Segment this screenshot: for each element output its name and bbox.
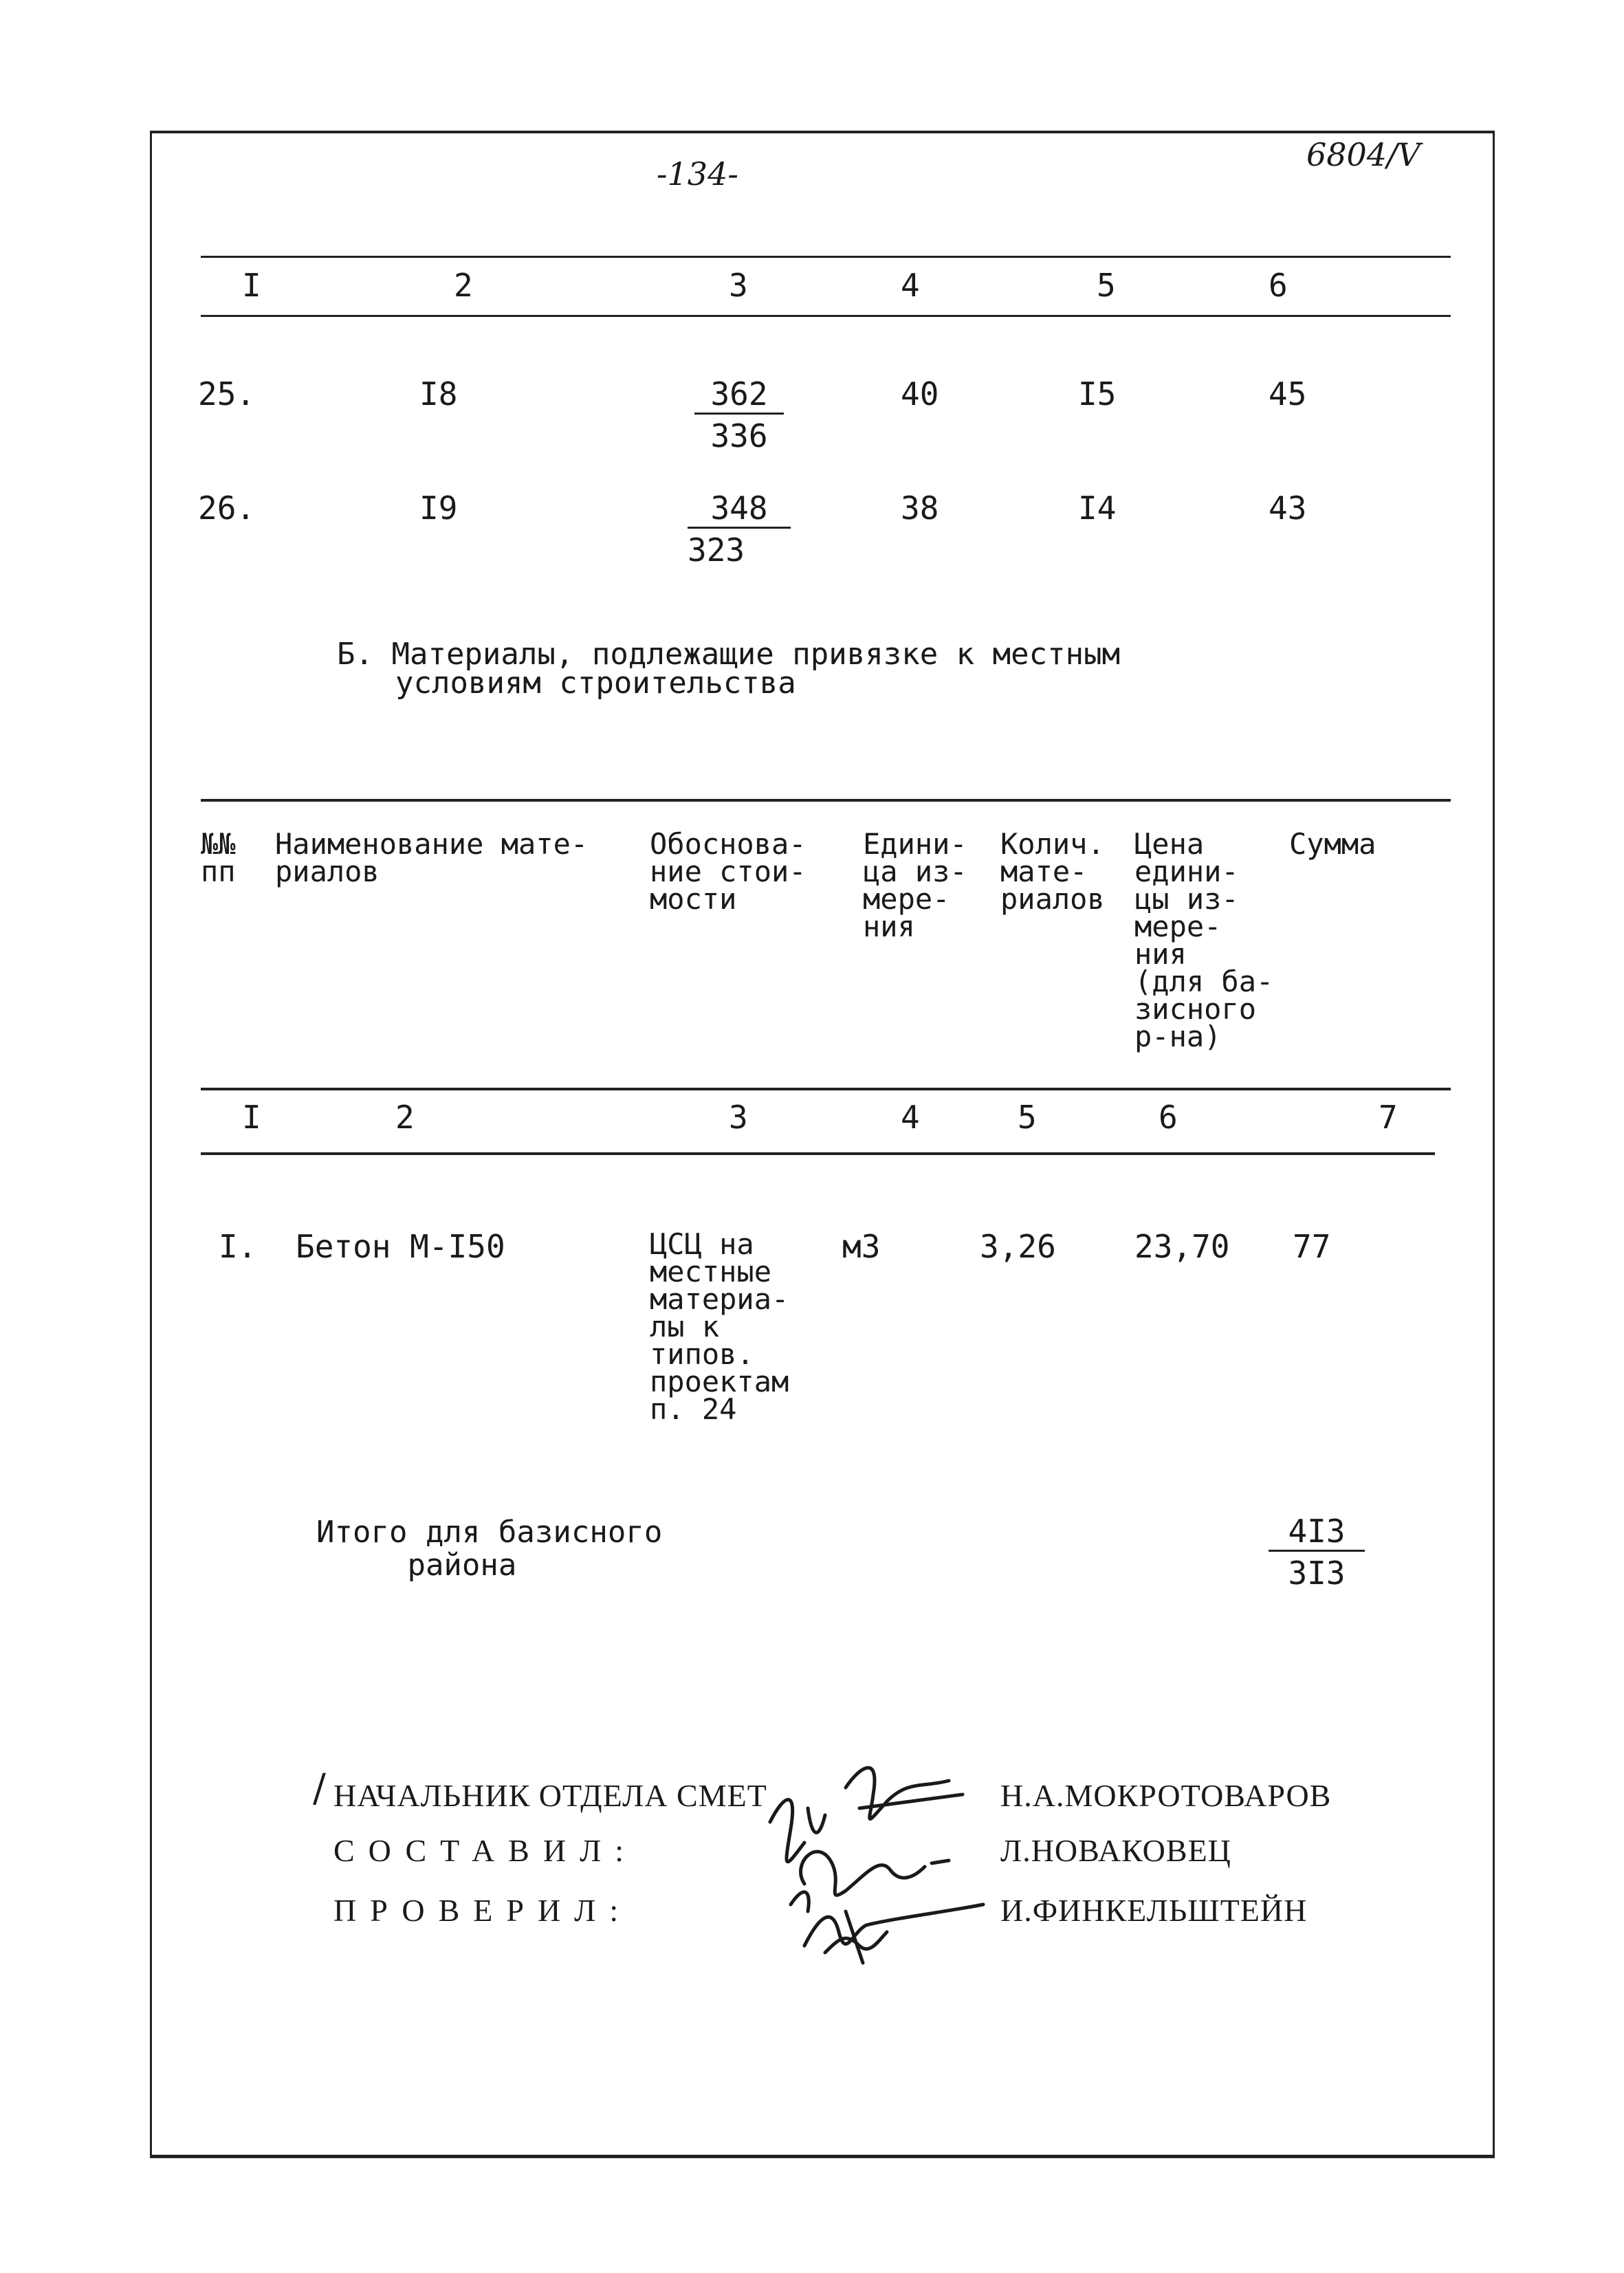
table-b-header-price: Цена едини- цы из- мере- ния (для ба- зисного р-на) — [1134, 827, 1274, 1053]
material-unit: м3 — [842, 1228, 881, 1265]
table-cell: I9 — [419, 490, 458, 527]
material-quantity: 3,26 — [980, 1228, 1056, 1265]
fraction-numerator: 362 — [694, 377, 784, 415]
signature-name-compiled: Л.НОВАКОВЕЦ — [1000, 1833, 1231, 1868]
table-b-col-7: 7 — [1379, 1099, 1398, 1136]
table-b-col-2: 2 — [395, 1099, 415, 1136]
table-cell: 40 — [901, 375, 939, 413]
table-b-col-6: 6 — [1159, 1099, 1178, 1136]
table-b-header-number: №№ пп — [201, 827, 236, 888]
total-label: Итого для базисного района — [316, 1515, 663, 1583]
table-b-header-basis: Обоснова- ние стои- мости — [650, 827, 806, 916]
fraction-denominator: 336 — [710, 417, 768, 454]
table-cell: I4 — [1078, 490, 1117, 527]
fraction-numerator: 348 — [688, 491, 791, 529]
material-name: Бетон М-I50 — [296, 1228, 505, 1265]
table-cell: 45 — [1269, 375, 1307, 413]
fraction-numerator: 4I3 — [1269, 1514, 1365, 1552]
table-b-col-3: 3 — [729, 1099, 748, 1136]
signature-label-compiled: СОСТАВИЛ: — [333, 1833, 638, 1868]
fraction-denominator: 323 — [688, 531, 745, 569]
table-a-col-6: 6 — [1269, 267, 1288, 304]
table-b-header-sum: Сумма — [1289, 827, 1376, 861]
section-b-heading-line1: Б. Материалы, подлежащие привязке к местным — [337, 637, 1121, 672]
table-cell: I8 — [419, 375, 458, 413]
table-a-col-5: 5 — [1097, 267, 1116, 304]
table-b-numbers-rule — [201, 1152, 1435, 1155]
table-row-number: 26. — [198, 490, 256, 527]
slash-mark: / — [313, 1766, 326, 1811]
handwritten-signatures — [743, 1726, 1004, 1973]
table-a-col-1: I — [242, 267, 261, 304]
material-sum: 77 — [1293, 1228, 1331, 1265]
table-cell: I5 — [1078, 375, 1117, 413]
material-price: 23,70 — [1134, 1228, 1230, 1265]
table-cell: 38 — [901, 490, 939, 527]
table-fraction — [694, 377, 784, 453]
signature-label-checked: ПРОВЕРИЛ: — [333, 1893, 633, 1928]
table-b-col-4: 4 — [901, 1099, 920, 1136]
table-b-header-name: Наименование мате- риалов — [275, 827, 589, 888]
signature-name-checked: И.ФИНКЕЛЬШТЕЙН — [1000, 1893, 1308, 1928]
signature-name-head: Н.А.МОКРОТОВАРОВ — [1000, 1778, 1332, 1813]
table-b-header-rule — [201, 1088, 1451, 1090]
page-number: -134- — [657, 155, 738, 193]
table-b-col-5: 5 — [1018, 1099, 1037, 1136]
table-a-col-4: 4 — [901, 267, 920, 304]
table-a-col-2: 2 — [454, 267, 473, 304]
table-row-number: 25. — [198, 375, 256, 413]
total-fraction — [1269, 1514, 1365, 1590]
fraction-denominator: 3I3 — [1288, 1555, 1346, 1592]
table-cell: 43 — [1269, 490, 1307, 527]
table-fraction — [688, 491, 791, 567]
table-b-col-1: I — [242, 1099, 261, 1136]
document-code: 6804/V — [1306, 136, 1420, 173]
signature-label-head: НАЧАЛЬНИК ОТДЕЛА СМЕТ — [333, 1778, 767, 1813]
table-b-header-unit: Едини- ца из- мере- ния — [863, 827, 967, 943]
material-basis: ЦСЦ на местные материа- лы к типов. проектам п. 24 — [650, 1227, 789, 1426]
table-b-top-rule — [201, 799, 1451, 802]
table-row-number: I. — [219, 1228, 257, 1265]
table-b-header-quantity: Колич. мате- риалов — [1000, 827, 1105, 916]
table-a-header-rule — [201, 315, 1451, 317]
table-a-col-3: 3 — [729, 267, 748, 304]
section-b-heading-line2: условиям строительства — [395, 666, 796, 701]
table-a-top-rule — [201, 256, 1451, 258]
